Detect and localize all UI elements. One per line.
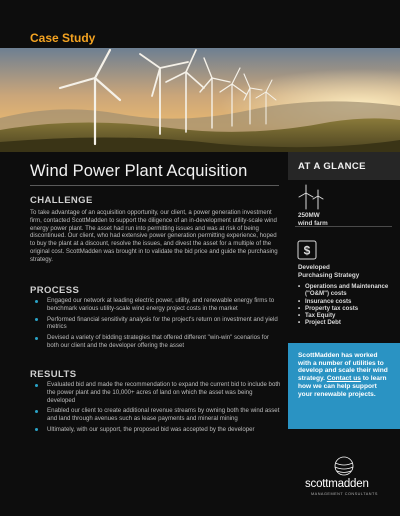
callout-text: ScottMadden has worked with a number of utilities to develop and scale their wind strategy. Contact us to learn how we can help support your renewable projects. <box>298 352 388 398</box>
svg-text:$: $ <box>303 243 311 258</box>
results-heading: RESULTS <box>30 369 77 380</box>
header-bar <box>0 0 400 48</box>
process-heading: PROCESS <box>30 285 80 296</box>
logo-tagline: MANAGEMENT CONSULTANTS <box>311 492 378 496</box>
list-item: Performed financial sensitivity analysis for the project's return on investment and yield metrics <box>30 316 282 332</box>
list-item: • Project Debt <box>298 319 392 326</box>
purchasing-strategy-label: Developed Purchasing Strategy <box>298 264 360 279</box>
challenge-heading: CHALLENGE <box>30 195 93 206</box>
wind-turbine-icon <box>297 184 325 215</box>
logo-name: scottmadden <box>305 478 369 490</box>
hero-image <box>0 48 400 152</box>
contact-callout <box>288 343 400 429</box>
list-item: Enabled our client to create additional revenue streams by owning both the wind asset and land through avenues such as lease payments and mineral mining <box>30 407 282 423</box>
process-list <box>30 297 282 353</box>
list-item: • Tax Equity <box>298 312 392 319</box>
list-item: • Insurance costs <box>298 298 392 305</box>
dollar-sign-icon <box>297 240 317 265</box>
wind-farm-stat: 250MW wind farm <box>298 212 328 227</box>
list-item: • Operations and Maintenance ("O&M") costs <box>298 283 392 298</box>
title-divider <box>30 185 279 186</box>
challenge-body: To take advantage of an acquisition opportunity, our client, a power generation investment firm, contacted ScottMadden to support the diligence of an in-development utility-scale wind energy power plant. The asset had run into permitting issues and was at risk of being discontinued. Our client, who had extensive power generation permitting experience, hoped to buy the plant at a discount, resolve the issues, and divest the asset for a multiple of the original cost. ScottMadden was brought in to validate the bid price and guide the purchasing strategy. <box>30 209 278 263</box>
contact-us-link[interactable]: Contact us <box>326 375 361 383</box>
list-item: • Property tax costs <box>298 305 392 312</box>
results-list <box>30 381 282 437</box>
case-study-label: Case Study <box>30 31 96 45</box>
list-item: Devised a variety of bidding strategies that offered different "win-win" scenarios for both our client and the developer offering the asset <box>30 334 282 350</box>
list-item: Engaged our network at leading electric power, utility, and renewable energy firms to benchmark various utility-scale wind energy project costs in the market <box>30 297 282 313</box>
strategy-list <box>298 283 392 327</box>
page-title: Wind Power Plant Acquisition <box>30 162 248 180</box>
list-item: Ultimately, with our support, the proposed bid was accepted by the developer <box>30 426 282 434</box>
list-item: Evaluated bid and made the recommendation to expand the current bid to include both the power plant and the 10,000+ acres of land on which the asset was being developed <box>30 381 282 404</box>
at-a-glance-header <box>288 152 400 180</box>
sidebar-divider <box>295 226 392 227</box>
at-a-glance-title: AT A GLANCE <box>298 161 366 172</box>
